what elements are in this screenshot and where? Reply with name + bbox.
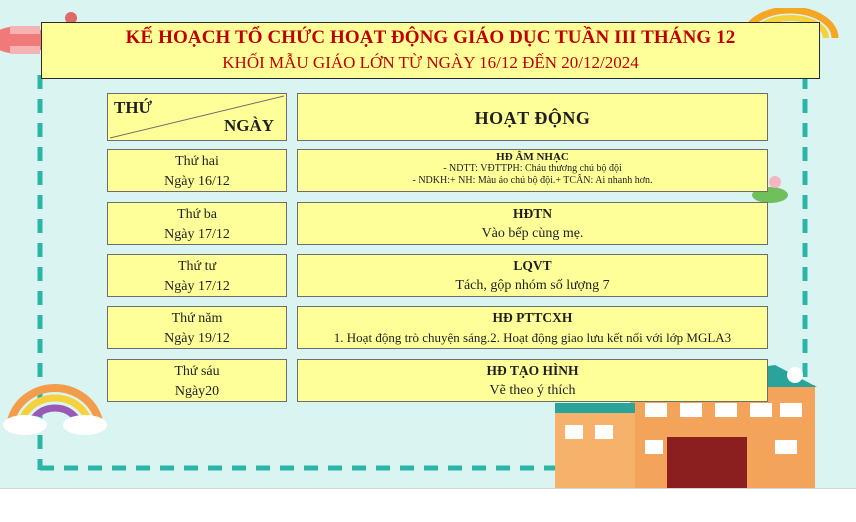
day-date: Ngày 17/12 <box>164 279 230 294</box>
header-date-label: NGÀY <box>223 116 274 135</box>
activity-title: HĐ TẠO HÌNH <box>486 363 579 378</box>
day-cell-friday <box>107 359 287 402</box>
activity-title: HĐ PTTCXH <box>492 310 573 325</box>
day-cell-thursday <box>107 306 287 349</box>
activity-cell-tuesday <box>297 202 768 245</box>
day-name: Thứ hai <box>175 154 219 169</box>
day-date: Ngày 17/12 <box>164 227 230 242</box>
day-cell-tuesday <box>107 202 287 245</box>
activity-line: Vào bếp cùng mẹ. <box>481 226 584 241</box>
activity-cell-thursday <box>297 306 768 349</box>
day-name: Thứ ba <box>177 207 217 222</box>
title-subtitle: KHỐI MẪU GIÁO LỚN TỪ NGÀY 16/12 ĐẾN 20/12/2024 <box>222 53 639 72</box>
day-name: Thứ năm <box>171 311 223 326</box>
activity-cell-wednesday <box>297 254 768 297</box>
title-main: KẾ HOẠCH TỔ CHỨC HOẠT ĐỘNG GIÁO DỤC TUẦN III THÁNG 12 <box>125 27 736 48</box>
activity-line: Tách, gộp nhóm số lượng 7 <box>455 278 610 293</box>
day-date: Ngày 16/12 <box>164 174 230 189</box>
activity-cell-monday <box>297 149 768 192</box>
activity-line: - NDTT: VĐTTPH: Cháu thương chú bộ đội <box>443 163 622 174</box>
header-activity-label: HOẠT ĐỘNG <box>474 108 591 128</box>
day-cell-wednesday <box>107 254 287 297</box>
day-name: Thứ tư <box>177 259 217 274</box>
day-cell-monday <box>107 149 287 192</box>
activity-title: HĐTN <box>512 206 552 221</box>
bottom-strip <box>0 488 856 522</box>
rainbow-cloud-icon <box>0 375 110 435</box>
header-activity-cell <box>297 93 768 141</box>
day-date: Ngày 19/12 <box>164 331 230 346</box>
header-day-label: THỨ <box>114 98 153 117</box>
title-banner <box>41 22 820 79</box>
activity-title: HĐ ÂM NHẠC <box>496 151 569 163</box>
activity-cell-friday <box>297 359 768 402</box>
activity-line: - NDKH:+ NH: Màu áo chú bộ đội.+ TCÂN: Ai nhanh hơn. <box>412 175 653 186</box>
activity-title: LQVT <box>513 258 552 273</box>
activity-line: Vẽ theo ý thích <box>489 383 576 398</box>
activity-line: 1. Hoạt động trò chuyện sáng.2. Hoạt động giao lưu kết nối với lớp MGLA3 <box>333 330 732 345</box>
day-name: Thứ sáu <box>174 364 220 379</box>
header-day-cell <box>107 93 287 141</box>
day-date: Ngày20 <box>174 384 220 399</box>
